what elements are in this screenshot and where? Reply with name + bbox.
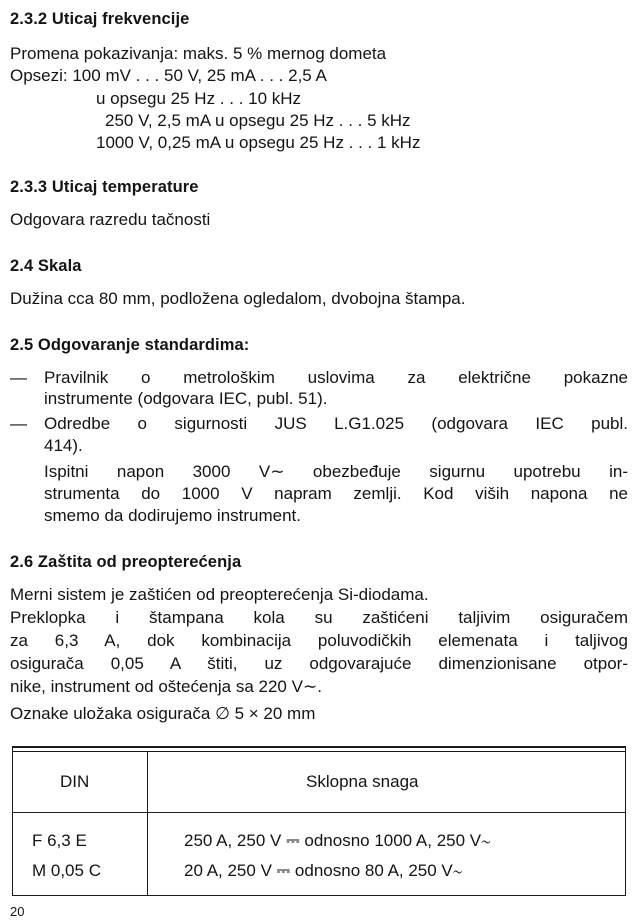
text-line: Opsezi: 100 mV . . . 50 V, 25 mA . . . 2,5 A	[10, 66, 327, 85]
section-heading-overload: 2.6 Zaštita od preopterećenja	[10, 553, 242, 571]
table-top-border-inner	[12, 751, 626, 752]
text-line: nike, instrument od oštećenja sa 220 V∼.	[10, 677, 322, 696]
table-cell-din: F 6,3 E	[32, 831, 87, 850]
table-top-border	[12, 746, 626, 748]
section-heading-scale: 2.4 Skala	[10, 257, 82, 275]
text-line: Dužina cca 80 mm, podložena ogledalom, dvobojna štampa.	[10, 289, 466, 308]
list-item-line: strumenta do 1000 V napram zemlji. Kod viših napona ne	[44, 484, 628, 503]
text-line: Odgovara razredu tačnosti	[10, 210, 211, 229]
text-line: Oznake uložaka osigurača ∅ 5 × 20 mm	[10, 704, 316, 723]
table-header-power: Sklopna snaga	[306, 772, 419, 791]
table-column-divider	[147, 752, 148, 896]
section-heading-frequency: 2.3.2 Uticaj frekvencije	[10, 10, 190, 28]
table-cell-power: 20 A, 250 V ⎓ odnosno 80 A, 250 V∼	[184, 861, 463, 880]
table-cell-din: M 0,05 C	[32, 861, 101, 880]
table-left-border	[12, 746, 13, 896]
section-heading-temperature: 2.3.3 Uticaj temperature	[10, 178, 199, 196]
list-item-line: smemo da dodirujemo instrument.	[44, 506, 302, 525]
text-line: 250 V, 2,5 mA u opsegu 25 Hz . . . 5 kHz	[105, 111, 411, 130]
text-line: osigurača 0,05 A štiti, uz odgovarajuće dimenzionisane otpor-	[10, 654, 628, 673]
text-line: u opsegu 25 Hz . . . 10 kHz	[96, 89, 302, 108]
text-line: 1000 V, 0,25 mA u opsegu 25 Hz . . . 1 kHz	[96, 133, 421, 152]
list-item-line: instrumente (odgovara IEC, publ. 51).	[44, 389, 328, 408]
table-header-divider	[12, 812, 626, 813]
list-bullet-dash: —	[10, 414, 27, 433]
text-line: Merni sistem je zaštićen od preopterećenja Si-diodama.	[10, 585, 429, 604]
list-bullet-dash: —	[10, 368, 27, 387]
table-right-border	[625, 746, 626, 896]
page-number: 20	[10, 904, 25, 919]
table-header-din: DIN	[60, 772, 90, 791]
section-heading-standards: 2.5 Odgovaranje standardima:	[10, 336, 250, 354]
table-bottom-border	[12, 895, 626, 896]
text-line: Promena pokazivanja: maks. 5 % mernog dometa	[10, 44, 387, 63]
table-cell-power: 250 A, 250 V ⎓ odnosno 1000 A, 250 V∼	[184, 831, 491, 850]
text-line: Preklopka i štampana kola su zaštićeni taljivim osiguračem	[10, 608, 628, 627]
list-item-line: Pravilnik o metrološkim uslovima za električne pokazne	[44, 368, 628, 387]
list-item-line: Ispitni napon 3000 V∼ obezbeđuje sigurnu upotrebu in-	[44, 462, 628, 481]
list-item-line: Odredbe o sigurnosti JUS L.G1.025 (odgovara IEC publ.	[44, 414, 628, 433]
list-item-line: 414).	[44, 436, 83, 455]
text-line: za 6,3 A, dok kombinacija poluvodičkih elemenata i taljivog	[10, 631, 628, 650]
